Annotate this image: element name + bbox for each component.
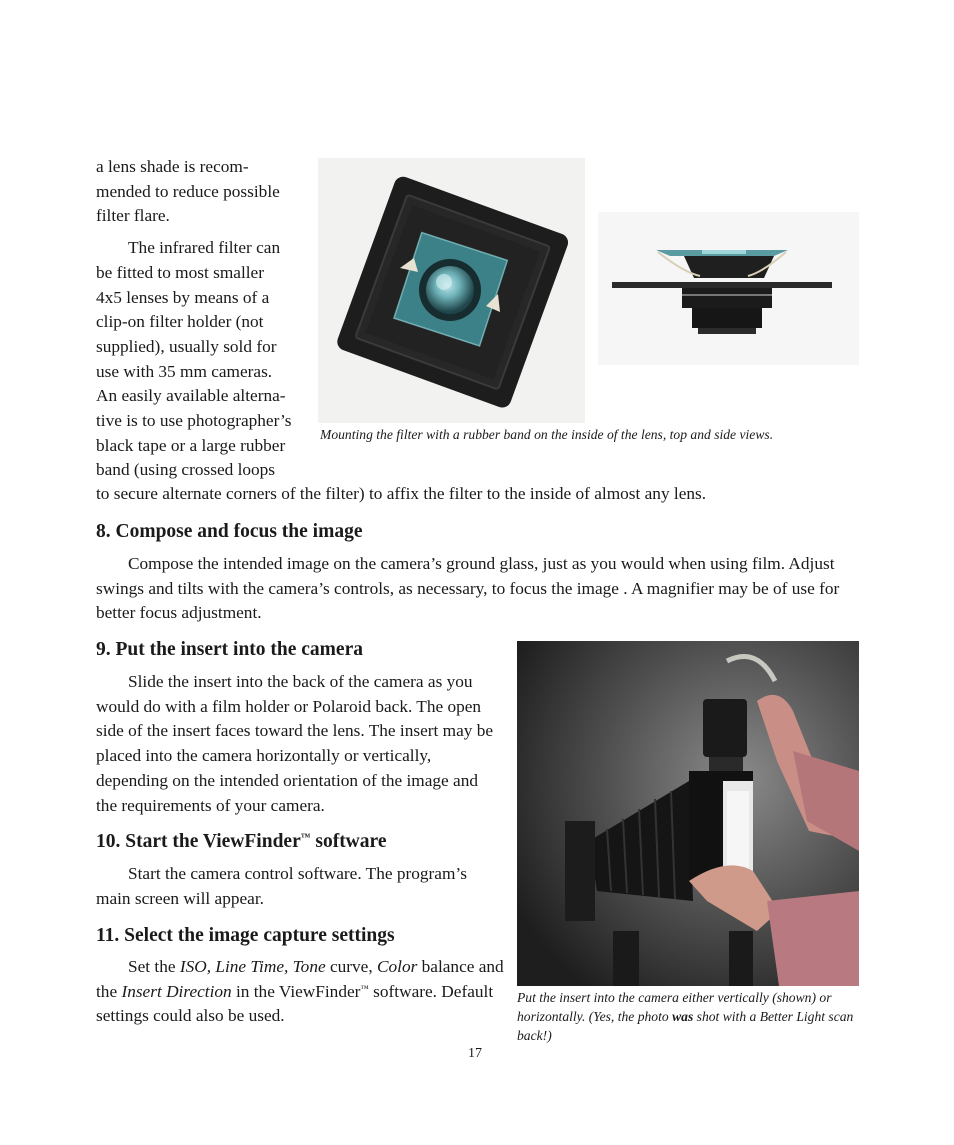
infrared-line: An easily available alterna-: [96, 386, 286, 406]
camera-illustration: [517, 641, 859, 986]
infrared-line: supplied), usually sold for: [96, 336, 277, 356]
s11-italic-insert-direction: Insert Direction: [121, 981, 232, 1001]
infrared-line: band (using crossed loops: [96, 460, 276, 480]
section-9-text: Slide the insert into the back of the camera as you would do with a film holder or Polaroid back. The open side of the insert faces toward the lens. The insert may be placed into the camera horizontally or vertically, depending on the intended orientation of the image and the requirements of your camera.: [96, 672, 494, 815]
infrared-line: The infrared filter can: [128, 238, 281, 258]
intro-column: [96, 155, 311, 483]
section-10-heading-main: 10. Start the ViewFinder: [96, 831, 301, 852]
s11-text-4: in the ViewFinder: [231, 981, 361, 1001]
infrared-line: 4x5 lenses by means of a: [96, 287, 270, 307]
infrared-line: clip-on filter holder (not: [96, 312, 264, 332]
camera-caption-bold: was: [672, 1009, 694, 1024]
infrared-line: be fitted to most smaller: [96, 262, 264, 282]
s11-text-2: curve,: [325, 957, 377, 976]
intro-continuation: to secure alternate corners of the filter) to affix the filter to the inside of almost any lens.: [96, 484, 707, 503]
camera-insert-photo: [517, 641, 859, 986]
section-10-text: Start the camera control software. The program’s main screen will appear.: [96, 864, 467, 908]
section-8-heading: 8. Compose and focus the image: [96, 521, 363, 542]
section-10-heading: [96, 830, 386, 854]
trademark-symbol: ™: [360, 982, 369, 993]
s11-text-5: software. Default settings could also be used.: [96, 981, 494, 1026]
section-8-text: Compose the intended image on the camera’s ground glass, just as you would when using film. Adjust swings and tilts with the camera’s controls, as necessary, to focus the image . A magnifier may be of use for better focus adjustment.: [96, 554, 840, 623]
infrared-line: use with 35 mm cameras.: [96, 361, 273, 381]
section-11-text: [96, 955, 508, 1029]
filter-side-view-photo: [598, 212, 859, 365]
lens-side-illustration: [598, 212, 859, 365]
camera-caption-part-b: shot with a Better Light scan back!): [517, 1009, 854, 1043]
lensboard-top-illustration: [318, 158, 585, 423]
filter-caption: Mounting the filter with a rubber band on the inside of the lens, top and side views.: [320, 427, 774, 442]
page-number: 17: [468, 1046, 482, 1061]
camera-caption-part-a: Put the insert into the camera either vertically (shown) or horizontally. (Yes, the photo: [517, 990, 832, 1024]
trademark-symbol: ™: [300, 832, 311, 844]
intro-line: filter flare.: [96, 206, 170, 226]
infrared-line: black tape or a large rubber: [96, 435, 286, 455]
s11-text-1: Set the: [128, 957, 180, 976]
intro-line: a lens shade is recom-: [96, 157, 249, 176]
filter-top-view-photo: [318, 158, 585, 423]
section-11-heading: 11. Select the image capture settings: [96, 925, 395, 946]
s11-italic-color: Color: [376, 957, 418, 976]
camera-caption: [517, 988, 862, 1045]
section-10-heading-end: software: [310, 831, 387, 852]
s11-text-3: balance and the: [96, 957, 504, 1001]
intro-line: mended to reduce possible: [96, 181, 280, 201]
s11-italic-iso: ISO, Line Time, Tone: [179, 957, 326, 976]
infrared-line: tive is to use photographer’s: [96, 411, 292, 431]
section-9-heading: 9. Put the insert into the camera: [96, 639, 363, 660]
